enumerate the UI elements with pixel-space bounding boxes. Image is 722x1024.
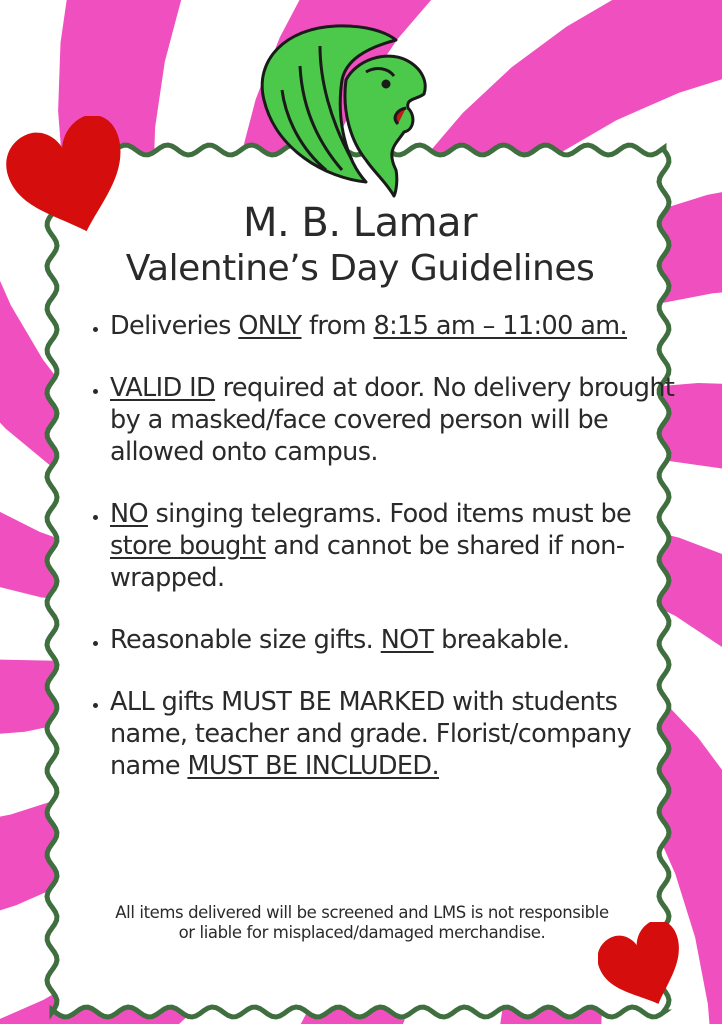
emphasis-text: NO: [110, 499, 148, 529]
guideline-text: singing telegrams. Food items must be: [147, 499, 632, 529]
guideline-text: from: [301, 311, 374, 341]
disclaimer-line: or liable for misplaced/damaged merchandise.: [178, 923, 546, 942]
disclaimer-line: All items delivered will be screened and LMS is not responsible: [115, 903, 609, 922]
emphasis-text: ONLY: [238, 311, 302, 341]
disclaimer: [52, 903, 672, 943]
emphasis-text: NOT: [380, 625, 434, 655]
guideline-text: ALL gifts MUST BE MARKED with students name, teacher and grade. Florist/company name: [110, 687, 632, 781]
guideline-item: [110, 498, 675, 594]
emphasis-text: 8:15 am – 11:00 am.: [373, 311, 628, 341]
guideline-item: [110, 686, 675, 782]
guidelines-list: [78, 310, 675, 812]
page-subtitle: Valentine’s Day Guidelines: [125, 248, 595, 289]
guideline-text: and cannot be shared if non-wrapped.: [110, 531, 625, 593]
emphasis-text: store bought: [110, 531, 266, 561]
guideline-text: required at door. No delivery brought by a masked/face covered person will be allowed onto campus.: [110, 373, 675, 467]
guideline-text: breakable.: [433, 625, 570, 655]
lion-head-mascot-icon: [246, 20, 436, 200]
page-title: M. B. Lamar: [242, 200, 478, 246]
emphasis-text: MUST BE INCLUDED.: [187, 751, 439, 781]
guideline-text: Deliveries: [110, 311, 239, 341]
guideline-item: [110, 624, 675, 656]
guideline-item: [110, 372, 675, 468]
emphasis-text: VALID ID: [110, 373, 216, 403]
guideline-item: [110, 310, 675, 342]
guideline-text: Reasonable size gifts.: [110, 625, 381, 655]
